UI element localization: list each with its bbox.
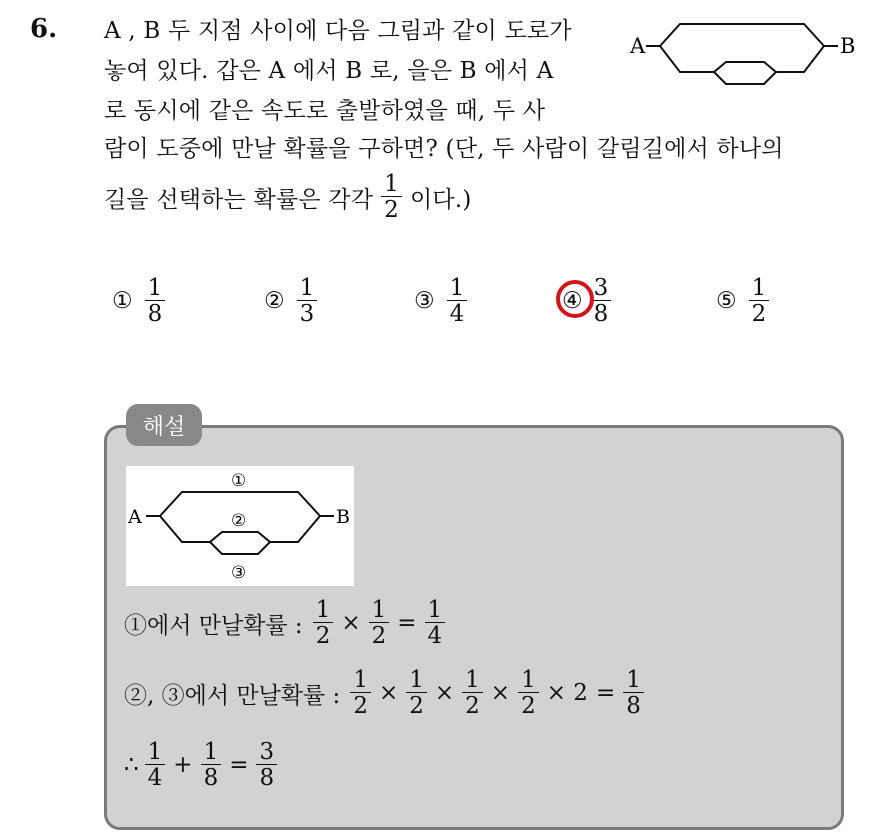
sol-label-a: A bbox=[128, 506, 142, 528]
sol-route-1-label: ① bbox=[231, 471, 247, 491]
choice-3-num: 1 bbox=[449, 275, 465, 301]
solution-diagram-panel bbox=[126, 466, 354, 586]
sol1-equals: = bbox=[397, 610, 417, 637]
choice-5-num: 1 bbox=[751, 275, 767, 301]
solution-line-3 bbox=[124, 740, 281, 790]
sol2-f1-num: 1 bbox=[353, 667, 368, 693]
choice-1-mark: ① bbox=[112, 288, 133, 315]
choice-3-fraction bbox=[447, 276, 468, 326]
sol3-f1-num: 1 bbox=[147, 739, 163, 765]
sol2-times-two: × 2 bbox=[546, 680, 588, 707]
sol3-f2-num: 1 bbox=[203, 739, 219, 765]
sol2-f2-den: 2 bbox=[406, 692, 427, 718]
choice-2-den: 3 bbox=[297, 300, 318, 326]
question-fraction-den: 2 bbox=[381, 196, 402, 222]
question-line-5-tail: 이다.) bbox=[409, 186, 472, 213]
sol3-result bbox=[256, 740, 277, 790]
sol2-f3-den: 2 bbox=[462, 692, 483, 718]
question-line-2: 놓여 있다. 갑은 A 에서 B 로, 을은 B 에서 A bbox=[104, 58, 554, 84]
sol2-equals: = bbox=[595, 680, 616, 707]
question-line-1: A , B 두 지점 사이에 다음 그림과 같이 도로가 bbox=[104, 18, 572, 44]
sol3-result-den: 8 bbox=[256, 764, 277, 790]
sol-label-b: B bbox=[336, 506, 350, 528]
sol1-result bbox=[425, 598, 446, 648]
sol1-f1-den: 2 bbox=[313, 622, 334, 648]
question-line-5-text: 길을 선택하는 확률은 각각 bbox=[104, 186, 374, 213]
choice-4-den: 8 bbox=[591, 300, 612, 326]
question-line-5 bbox=[104, 172, 472, 222]
sol1-result-den: 4 bbox=[425, 622, 446, 648]
choice-1-num: 1 bbox=[147, 275, 163, 301]
sol2-times-1: × bbox=[378, 680, 399, 707]
solution-tag: 해설 bbox=[126, 404, 202, 446]
sol2-f4-den: 2 bbox=[518, 692, 539, 718]
sol2-frac-4 bbox=[518, 668, 539, 718]
solution-line-2 bbox=[124, 668, 648, 718]
sol2-label: ②, ③에서 만날확률 : bbox=[124, 682, 341, 709]
question-line-4: 람이 도중에 만날 확률을 구하면? (단, 두 사람이 갈림길에서 하나의 bbox=[104, 136, 784, 162]
sol2-f4-num: 1 bbox=[521, 667, 536, 693]
choice-2-mark: ② bbox=[264, 288, 285, 315]
sol1-f2-den: 2 bbox=[369, 622, 390, 648]
question-line-3: 로 동시에 같은 속도로 출발하였을 때, 두 사 bbox=[104, 98, 546, 124]
sol1-times: × bbox=[341, 610, 361, 637]
sol-route-2-label: ② bbox=[231, 511, 247, 531]
sol2-result bbox=[623, 668, 644, 718]
question-fraction-num: 1 bbox=[384, 171, 399, 197]
question-number: 6. bbox=[30, 14, 58, 44]
choice-2-num: 1 bbox=[299, 275, 315, 301]
selected-answer-circle-icon bbox=[556, 280, 594, 318]
sol2-frac-2 bbox=[406, 668, 427, 718]
choice-1-den: 8 bbox=[145, 300, 166, 326]
sol2-frac-3 bbox=[462, 668, 483, 718]
sol3-frac-2 bbox=[201, 740, 222, 790]
choice-5-fraction bbox=[749, 276, 770, 326]
sol1-label: ①에서 만날확률 : bbox=[124, 612, 303, 639]
sol1-f1-num: 1 bbox=[315, 597, 331, 623]
choice-5[interactable] bbox=[716, 276, 773, 326]
road-lower-route-top bbox=[660, 46, 824, 72]
sol2-times-2: × bbox=[434, 680, 455, 707]
choice-1-fraction bbox=[145, 276, 166, 326]
choice-2-fraction bbox=[297, 276, 318, 326]
sol2-f2-num: 1 bbox=[409, 667, 424, 693]
choice-3-den: 4 bbox=[447, 300, 468, 326]
diagram-label-a: A bbox=[630, 34, 646, 58]
question-fraction bbox=[381, 172, 402, 222]
sol3-therefore-icon: ∴ bbox=[124, 752, 139, 779]
sol3-f2-den: 8 bbox=[201, 764, 222, 790]
sol2-f3-num: 1 bbox=[465, 667, 480, 693]
choice-4-num: 3 bbox=[593, 275, 609, 301]
choice-4[interactable] bbox=[562, 276, 615, 326]
sol3-f1-den: 4 bbox=[145, 764, 166, 790]
solution-road-diagram bbox=[126, 466, 354, 586]
choice-3-mark: ③ bbox=[414, 288, 435, 315]
road-lower-route-bottom bbox=[714, 72, 776, 84]
sol-route-3-label: ③ bbox=[231, 563, 247, 583]
road-diagram bbox=[628, 20, 868, 90]
sol1-frac-2 bbox=[369, 598, 390, 648]
sol2-frac-1 bbox=[350, 668, 371, 718]
sol2-times-3: × bbox=[490, 680, 511, 707]
sol2-result-num: 1 bbox=[626, 667, 641, 693]
choice-5-mark: ⑤ bbox=[716, 288, 737, 315]
choice-3[interactable] bbox=[414, 276, 471, 326]
sol3-equals: = bbox=[229, 752, 249, 779]
solution-line-1 bbox=[124, 598, 449, 648]
sol-road-route-3 bbox=[210, 542, 270, 554]
choice-2[interactable] bbox=[264, 276, 321, 326]
sol3-frac-1 bbox=[145, 740, 166, 790]
choice-1[interactable] bbox=[112, 276, 169, 326]
sol2-result-den: 8 bbox=[623, 692, 644, 718]
sol2-f1-den: 2 bbox=[350, 692, 371, 718]
sol1-f2-num: 1 bbox=[371, 597, 387, 623]
sol3-result-num: 3 bbox=[259, 739, 275, 765]
road-upper-route bbox=[660, 24, 824, 46]
choice-4-mark-wrap bbox=[562, 288, 583, 314]
choice-4-mark: ④ bbox=[562, 288, 583, 315]
sol1-frac-1 bbox=[313, 598, 334, 648]
diagram-label-b: B bbox=[840, 34, 856, 58]
sol1-result-num: 1 bbox=[427, 597, 443, 623]
sol3-plus: + bbox=[173, 752, 193, 779]
choice-5-den: 2 bbox=[749, 300, 770, 326]
